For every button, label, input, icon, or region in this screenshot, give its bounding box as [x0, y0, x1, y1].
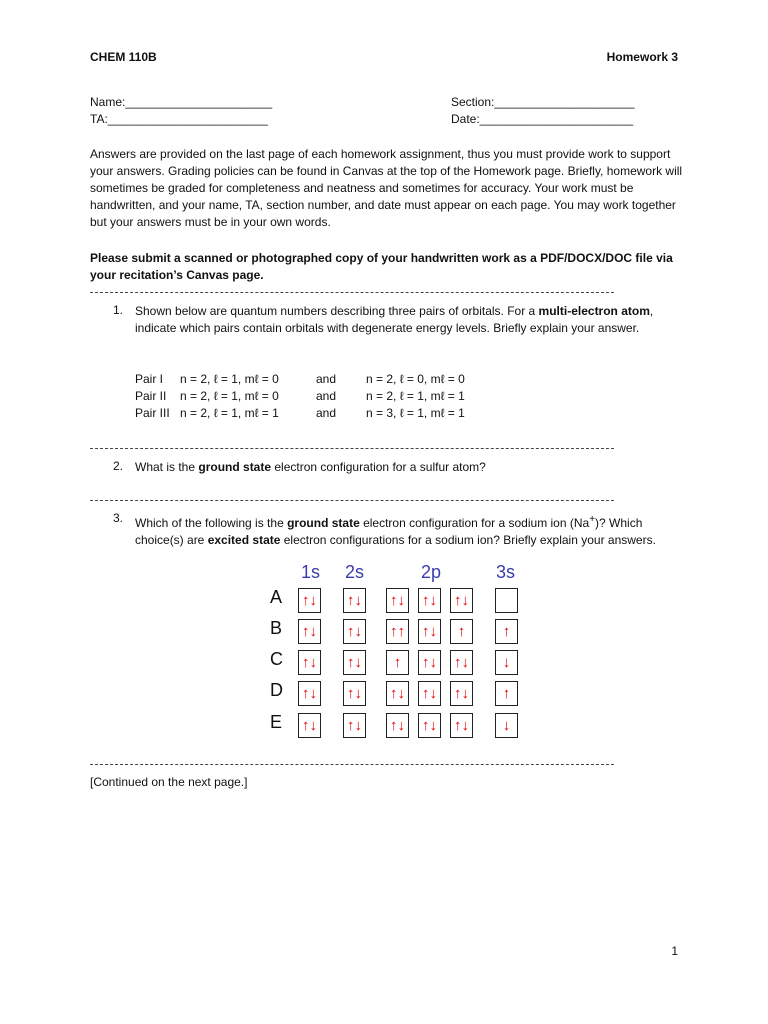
q1-text-b: , indicate which pairs contain orbitals with degenerate energy levels. Briefly explain your answer.	[135, 304, 654, 335]
name-field: Name:______________________	[90, 95, 273, 109]
page-number: 1	[671, 944, 678, 958]
pair-row	[135, 406, 465, 423]
electron-arrows: ↑↓	[347, 654, 362, 671]
q3-bold-2: excited state	[207, 533, 281, 547]
pair-and: and	[316, 372, 337, 386]
q1-number: 1.	[113, 303, 124, 317]
q3-bold-1: ground state	[287, 516, 360, 530]
pair-second: n = 2, ℓ = 1, mℓ = 1	[366, 389, 465, 403]
q1-text-a: Shown below are quantum numbers describing three pairs of orbitals. For a	[135, 304, 539, 318]
electron-arrows: ↓	[502, 654, 511, 671]
electron-arrows: ↑	[457, 623, 466, 640]
electron-arrows: ↑↑	[390, 623, 405, 640]
orbital-box	[298, 619, 321, 644]
pair-label: Pair I	[135, 372, 164, 386]
orbital-box	[495, 588, 518, 613]
electron-arrows: ↑↓	[390, 685, 405, 702]
orbital-row-label: B	[270, 618, 283, 638]
electron-arrows: ↑↓	[422, 592, 437, 609]
electron-arrows: ↑↓	[302, 592, 317, 609]
orbital-box	[298, 681, 321, 706]
q2-text-a: What is the	[135, 460, 199, 474]
orbital-box	[418, 619, 441, 644]
orbital-box	[343, 588, 366, 613]
pair-row	[135, 389, 465, 406]
pair-label: Pair II	[135, 389, 167, 403]
electron-arrows: ↑↓	[422, 717, 437, 734]
pair-first: n = 2, ℓ = 1, mℓ = 0	[180, 389, 279, 403]
orbital-box	[495, 713, 518, 738]
electron-arrows: ↑↓	[347, 685, 362, 702]
orbital-box	[298, 713, 321, 738]
continued-note: [Continued on the next page.]	[90, 775, 248, 789]
q2-text	[135, 459, 675, 476]
divider	[90, 500, 614, 501]
q2-bold: ground state	[198, 460, 272, 474]
intro-paragraph: Answers are provided on the last page of each homework assignment, thus you must provide work to support your answers. Grading policies can be found in Canvas at the top of the Homework page. Briefly, homework will sometimes be graded for completeness and neatness and sometimes for accuracy. Your work must be handwritten, and your name, TA, section number, and date must appear on each page. You may work together but your answers must be in your own words.	[90, 147, 683, 229]
electron-arrows: ↑	[502, 685, 511, 702]
orbital-header-2p: 2p	[421, 562, 442, 582]
electron-arrows: ↑↓	[302, 685, 317, 702]
pair-row	[135, 372, 465, 389]
pair-and: and	[316, 406, 337, 420]
electron-arrows: ↑↓	[454, 685, 469, 702]
orbital-box	[386, 650, 409, 675]
orbital-box	[418, 588, 441, 613]
orbital-box	[450, 588, 473, 613]
orbital-box	[298, 650, 321, 675]
q2-number: 2.	[113, 459, 124, 473]
pair-second: n = 2, ℓ = 0, mℓ = 0	[366, 372, 465, 386]
electron-arrows: ↑↓	[302, 623, 317, 640]
electron-arrows: ↑↓	[454, 654, 469, 671]
orbital-header-3s: 3s	[496, 562, 516, 582]
divider	[90, 448, 614, 449]
q3-text	[135, 511, 675, 549]
q3-text-c: )? Which choice(s) are	[135, 516, 643, 547]
orbital-box	[386, 681, 409, 706]
orbital-row-label: D	[270, 680, 283, 700]
course-title: CHEM 110B	[90, 50, 157, 64]
divider	[90, 292, 614, 293]
orbital-box	[343, 681, 366, 706]
electron-arrows: ↑↓	[454, 717, 469, 734]
section-field: Section:_____________________	[451, 95, 635, 109]
q2-text-b: electron configuration for a sulfur atom?	[271, 460, 486, 474]
electron-arrows: ↑↓	[390, 592, 405, 609]
electron-arrows: ↑	[502, 623, 511, 640]
orbital-header-2s: 2s	[345, 562, 365, 582]
orbital-box	[343, 650, 366, 675]
electron-arrows: ↑↓	[347, 623, 362, 640]
q3-text-a: Which of the following is the	[135, 516, 288, 530]
ta-field: TA:________________________	[90, 112, 268, 126]
orbital-box	[495, 619, 518, 644]
electron-arrows: ↑↓	[422, 654, 437, 671]
electron-arrows: ↑↓	[302, 717, 317, 734]
electron-arrows: ↓	[502, 717, 511, 734]
electron-arrows: ↑↓	[347, 717, 362, 734]
q3-text-b: electron configuration for a sodium ion (Na	[359, 516, 590, 530]
pair-first: n = 2, ℓ = 1, mℓ = 1	[180, 406, 279, 420]
orbital-box	[386, 588, 409, 613]
electron-arrows: ↑↓	[302, 654, 317, 671]
orbital-box	[343, 619, 366, 644]
orbital-box	[343, 713, 366, 738]
orbital-box	[495, 650, 518, 675]
q3-sup: +	[589, 514, 596, 525]
pair-and: and	[316, 389, 337, 403]
electron-arrows: ↑↓	[454, 592, 469, 609]
orbital-box	[418, 713, 441, 738]
assignment-title: Homework 3	[606, 50, 678, 64]
electron-arrows: ↑↓	[390, 717, 405, 734]
date-field: Date:_______________________	[451, 112, 634, 126]
pair-first: n = 2, ℓ = 1, mℓ = 0	[180, 372, 279, 386]
orbital-row-label: E	[270, 712, 283, 732]
pairs-table	[135, 372, 465, 423]
orbital-row-label: A	[270, 587, 283, 607]
electron-arrows: ↑↓	[422, 685, 437, 702]
orbital-box	[450, 619, 473, 644]
orbital-box	[495, 681, 518, 706]
orbital-box	[386, 713, 409, 738]
electron-arrows: ↑↓	[422, 623, 437, 640]
orbital-box	[450, 650, 473, 675]
orbital-box	[418, 681, 441, 706]
orbital-box	[418, 650, 441, 675]
submit-note: Please submit a scanned or photographed copy of your handwritten work as a PDF/DOCX/DOC file via your recitation’s Canvas page.	[90, 251, 673, 282]
q1-bold: multi-electron atom	[538, 304, 650, 318]
electron-arrows: ↑	[393, 654, 402, 671]
orbital-box	[386, 619, 409, 644]
orbital-box	[298, 588, 321, 613]
electron-arrows: ↑↓	[347, 592, 362, 609]
orbital-header-1s: 1s	[301, 562, 321, 582]
q3-text-d: electron configurations for a sodium ion? Briefly explain your answers.	[280, 533, 656, 547]
divider	[90, 764, 614, 765]
q3-number: 3.	[113, 511, 124, 525]
pair-label: Pair III	[135, 406, 170, 420]
orbital-box	[450, 681, 473, 706]
orbital-box	[450, 713, 473, 738]
pair-second: n = 3, ℓ = 1, mℓ = 1	[366, 406, 465, 420]
orbital-row-label: C	[270, 649, 283, 669]
q1-text	[135, 303, 675, 337]
